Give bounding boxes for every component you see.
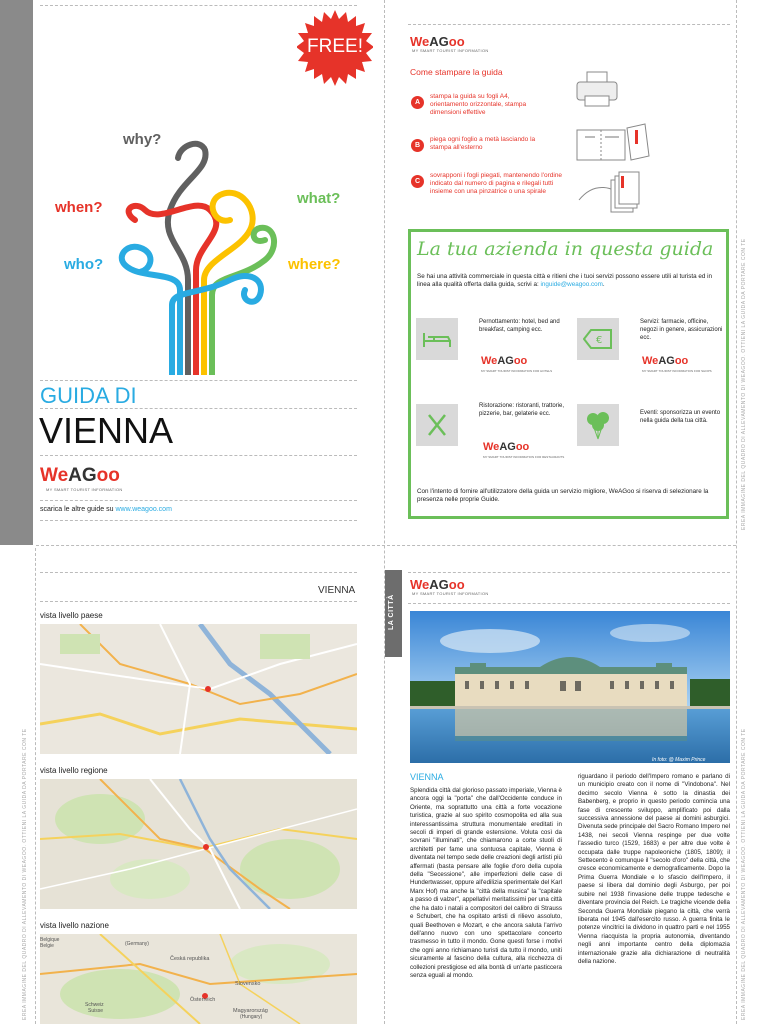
divider [408,603,730,604]
divider [40,500,357,501]
question-when: when? [55,199,103,216]
map-label: Česká republika [170,956,210,962]
section-tab: LA CITTÀ [385,570,402,657]
divider [40,5,357,6]
city-text-column-1: Splendida città dal glorioso passato imperiale, Vienna è ancora oggi la "porta" che dall'Occidente conduce in Oriente, ma soprattutto una città a forte vocazione turistica, grazie al suo spirito cosmopolita ed alla sua interessantissima struttura monumentale ereditati in secoli di imperi di grande estensione. Voluta così da sovrani "illuminati", che chiamarono a corte stuoli di architetti per fame una sontuosa capitale, Vienna è diventata nel tempo sede delle creazioni degli artisti più affermati (basta pensare alle foglie d'oro della cupola della "Secessione", alle imperfezioni delle case di Hundertwasser, oppure all'edilizia sperimentale del Karl Marx Hof) ma anche la "città della musica" la "capitale a passo di valzer", appellativi meritatissimi per una città che ha dato i natali a compositori del calibro di Strauss e Schubert, che ha ospitato artisti di rilievo assoluto, quali Beethoven e Mozart, e che ancora saluta l'arrivo dell'anno nuovo con uno spettacolare concerto trasmesso in tutto il mondo. Gone questi forse i motivi che ogni anno richiamano turisti da tutto il mondo, uniti sicuramente al fascino della cultura, alla ricchezza di collezioni prestigiose ed alla bontà di un'arte pasticcera senza eguali al mondo. [410,787,562,979]
map-label: Belgique [40,937,60,943]
map-label: Belgie [40,943,54,949]
map-region-label: vista livello regione [40,766,108,775]
free-badge [297,10,373,86]
weagoo-link[interactable]: www.weagoo.com [115,506,172,513]
question-what: what? [297,190,341,207]
city-heading: VIENNA [410,772,444,782]
logo-tagline: MY SMART TOURIST INFORMATION [412,48,489,53]
belvedere-photo [410,611,730,763]
fold-sheet-icon [575,122,655,164]
promo-title: La tua azienda in questa guida [417,238,714,260]
divider [40,520,357,521]
map-country[interactable] [40,624,357,754]
divider [40,572,357,573]
bed-icon [416,318,458,360]
maps-header: VIENNA [318,585,356,596]
badge-hotels: MY SMART TOURIST INFORMATION FOR HOTELS [481,369,553,373]
logo-tagline: MY SMART TOURIST INFORMATION [412,591,489,596]
promo-box [408,229,729,519]
svg-text:€: € [596,335,603,346]
printer-icon [575,70,619,108]
map-label: (Germany) [125,941,149,947]
tree-illustration [100,130,300,375]
guide-label: GUIDA DI [40,383,137,408]
print-title: Come stampare la guida [410,67,503,77]
weagoo-logo: WeAGoo [410,34,465,49]
map-label: Österreich [190,997,216,1003]
map-country-label: vista livello paese [40,611,103,620]
fold-line [36,545,736,546]
divider [408,24,730,25]
divider [40,455,357,456]
badge-shops: MY SMART TOURIST INFORMATION FOR SHOPS [642,369,712,373]
photo-credit: In foto: @ Maxim Prince [652,757,706,763]
promo-item-shops: Servizi: farmacie, officine, negozi in genere, assicurazioni ecc. [640,319,723,341]
weagoo-logo: WeAGoo [410,577,465,592]
map-label: Slovensko [235,981,261,987]
weagoo-logo: WeAGoo [40,465,120,486]
question-where: where? [288,256,341,273]
step-b-marker: B [411,139,424,152]
cut-line [35,548,36,1024]
promo-email-link[interactable]: inguide@weagoo.com [540,281,603,288]
question-who: who? [64,256,104,273]
cut-line [736,0,737,1024]
margin-text: EREA IMMAGINE DEL QUADRO DI ALLEVAMENTO DI WEAGOO. OTTIENI LA GUIDA DA PORTARE CON TE [741,728,747,1020]
weagoo-restaurants-logo: WeAGoo [483,441,530,453]
divider [40,408,357,409]
stack-sheets-icon [575,170,641,218]
badge-restaurants: MY SMART TOURIST INFORMATION FOR RESTAURANTS [483,455,565,459]
step-c-marker: C [411,175,424,188]
question-why: why? [123,131,162,148]
step-a-marker: A [411,96,424,109]
free-label: FREE! [307,36,363,57]
map-label: (Hungary) [240,1014,263,1020]
balloons-icon [577,404,619,446]
promo-item-events: Eventi: sponsorizza un evento nella guida della tua città. [640,410,721,424]
promo-item-hotels: Pernottamento: hotel, bed and breakfast, camping ecc. [479,319,560,333]
divider [40,380,357,381]
margin-text: EREA IMMAGINE DEL QUADRO DI ALLEVAMENTO DI WEAGOO. OTTIENI LA GUIDA DA PORTARE CON TE [22,728,28,1020]
divider [408,572,730,573]
weagoo-hotels-logo: WeAGoo [481,355,528,367]
map-nation-label: vista livello nazione [40,921,109,930]
map-nation[interactable] [40,934,357,1024]
step-c-text: sovrapponi i fogli piegati, mantenendo l'ordine indicato dal numero di pagina e rilegali tutti insieme con una pinzatrice o una spirale [430,172,563,195]
promo-footer: Con l'intento di fornire all'utilizzatore della guida un servizio migliore, WeAGoo si riserva di selezionare la presenza nelle proprie Guide. [417,488,709,503]
download-text: scarica le altre guide su www.weagoo.com [40,506,172,513]
map-label: Magyarország [233,1008,268,1014]
step-b-text: piega ogni foglio a metà lasciando la stampa all'esterno [430,136,536,151]
promo-intro: Se hai una attività commerciale in questa città e ritieni che i tuoi servizi possono essere utili al turista ed in linea alla qualità offerta dalla guida, scrivi a: inguide@weagoo.com. [417,273,713,288]
step-a-text: stampa la guida su fogli A4, orientamento orizzontale, stampa dimensioni effettive [430,93,527,116]
logo-tagline: MY SMART TOURIST INFORMATION [46,487,123,492]
city-text-column-2: riguardano il periodo dell'Impero romano e parlano di un municipio creato con il nome di "Vindobona". Nel decimo secolo Vienna è sotto la dinastia dei Babenberg, e proprio in questo periodo comincia una fase di crescente sviluppo, amplificato poi dalla successiva annessione del paese ai domini asburgici. Divenuta sede principale del Sacro Romano Impero nel 1438, nei secoli Vienna respinge per due volte l'assedio turco (1529, 1683) e per altre due volte è occupata dalle truppe napoleoniche (1805, 1809); il Settecento è comunque il "secolo d'oro" della città, che cresce economicamente e demograficamente. Dopo la Prima Guerra Mondiale e lo sfascio dell'Impero, il paese si libera dal dominio degli Asburgo, per poi subire nel 1938 l'invasione delle truppe tedesche e diventare provincia del Reich. Le tragiche vicende della Seconda Guerra Mondiale piegano la città, che verrà liberata nel 1945 dall'esercito russo. A guerra finita le potenze vincitrici la dividono in quattro parti e nel 1955 Vienna riacquista la propria autonomia, diventando negli anni importante centro della diplomazia internazionale grazie alla dichiarazione di neutralità della nazione. [578,773,730,965]
map-label: Schweiz [85,1002,104,1008]
map-region[interactable] [40,779,357,909]
margin-text: EREA IMMAGINE DEL QUADRO DI ALLEVAMENTO DI WEAGOO. OTTIENI LA GUIDA DA PORTARE CON TE [741,238,747,530]
promo-item-restaurants: Ristorazione: ristoranti, trattorie, pizzerie, bar, gelaterie ecc. [479,403,565,417]
cover-sidebar [0,0,33,545]
fork-knife-icon [416,404,458,446]
divider [40,601,357,602]
page-title: VIENNA [39,410,174,451]
weagoo-shops-logo: WeAGoo [642,355,689,367]
euro-tag-icon [577,318,619,360]
map-label: Suisse [88,1008,104,1014]
fold-line [384,0,385,1024]
